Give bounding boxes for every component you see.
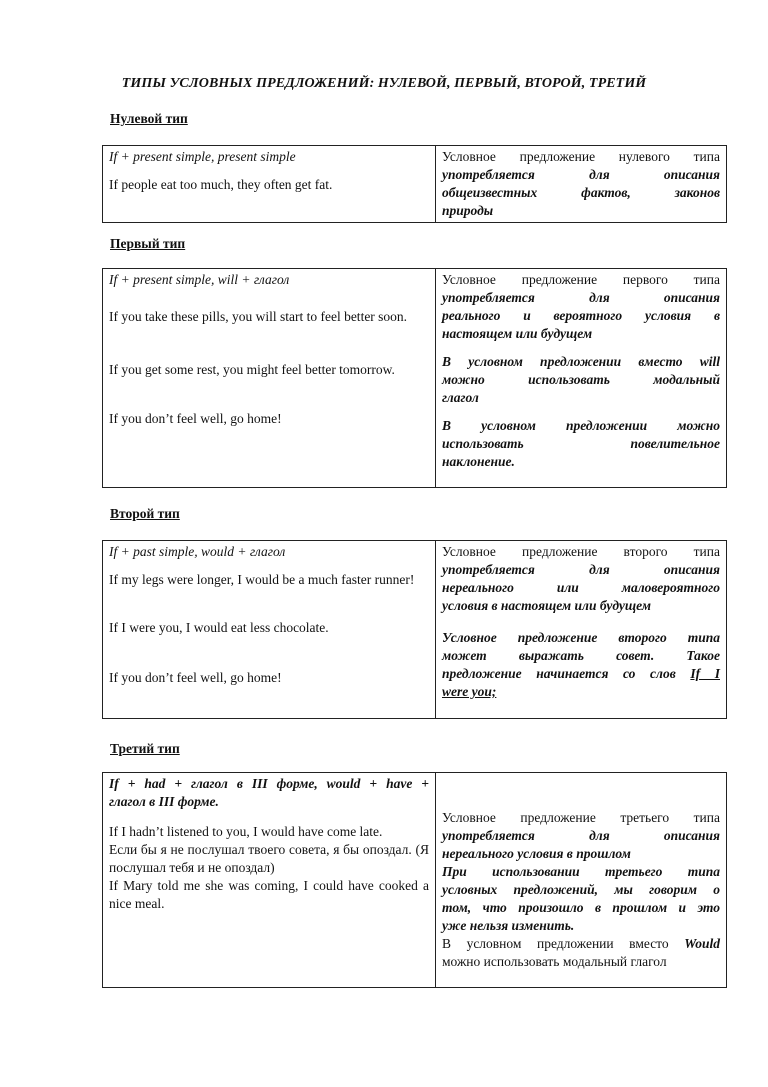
desc-third-line: При использовании третьего типа <box>442 864 720 879</box>
desc-zero-plain: Условное предложение нулевого типа <box>442 149 720 164</box>
example-third-3: If Mary told me she was coming, I could have cooked a nice meal. <box>109 878 429 911</box>
example-second-1: If my legs were longer, I would be a much faster runner! <box>109 572 415 587</box>
desc-zero-line: употребляется для описания <box>442 167 720 182</box>
desc-second-line: употребляется для описания <box>442 562 720 577</box>
formula-first: If + present simple, will + глагол <box>109 272 290 287</box>
formula-zero: If + present simple, present simple <box>109 149 296 164</box>
example-second-3: If you don’t feel well, go home! <box>109 670 282 685</box>
section-heading-third: Третий тип <box>110 741 180 756</box>
example-first-2: If you get some rest, you might feel better tomorrow. <box>109 362 395 377</box>
desc-second-line: Условное предложение второго типа <box>442 630 720 645</box>
section-heading-first: Первый тип <box>110 236 186 251</box>
example-first-3: If you don’t feel well, go home! <box>109 411 282 426</box>
desc-third-plain: Условное предложение третьего типа <box>442 810 720 825</box>
cell-third-left <box>103 773 436 988</box>
formula-third-line: If + had + глагол в III форме, would + have + <box>109 776 429 791</box>
desc-first-line: использовать повелительное <box>442 436 720 451</box>
example-second-2: If I were you, I would eat less chocolate. <box>109 620 329 635</box>
table-third <box>102 772 727 988</box>
desc-third-line: нереального условия в прошлом <box>442 846 631 861</box>
example-third-2: Если бы я не послушал твоего совета, я бы опоздал. (Я послушал тебя и не опоздал) <box>109 842 429 875</box>
table-second <box>102 540 727 719</box>
desc-third-line: употребляется для описания <box>442 828 720 843</box>
example-first-1: If you take these pills, you will start to feel better soon. <box>109 309 408 324</box>
desc-third-line: можно использовать модальный глагол <box>442 954 667 969</box>
desc-third-text: В условном предложении вместо <box>442 936 669 951</box>
desc-first-line: В условном предложении можно <box>442 418 720 433</box>
desc-zero-line: природы <box>442 203 494 218</box>
desc-first-plain: Условное предложение первого типа <box>442 272 720 287</box>
example-third-1: If I hadn’t listened to you, I would have come late. <box>109 824 383 839</box>
cell-zero-right <box>436 146 727 223</box>
desc-first-line: наклонение. <box>442 454 515 469</box>
formula-second: If + past simple, would + глагол <box>109 544 286 559</box>
desc-second-line: может выражать совет. Такое <box>442 648 720 663</box>
desc-second-line <box>442 665 720 683</box>
example-zero: If people eat too much, they often get fat. <box>109 177 333 192</box>
page-title: ТИПЫ УСЛОВНЫХ ПРЕДЛОЖЕНИЙ: НУЛЕВОЙ, ПЕРВЫЙ, ВТОРОЙ, ТРЕТИЙ <box>121 76 647 91</box>
desc-second-line: нереального или маловероятного <box>442 580 720 595</box>
section-heading-second: Второй тип <box>110 506 180 521</box>
desc-first-line: настоящем или будущем <box>442 326 593 341</box>
formula-third-line: глагол в III форме. <box>109 794 219 809</box>
cell-zero-left <box>103 146 436 223</box>
cell-first-left <box>103 269 436 488</box>
desc-second-line: условия в настоящем или будущем <box>442 598 652 613</box>
desc-third-emph: Would <box>684 936 720 951</box>
desc-third-line: уже нельзя изменить. <box>442 918 575 933</box>
desc-second-line: were you; <box>442 684 497 699</box>
desc-third-line: том, что произошло в прошлом и это <box>442 900 720 915</box>
cell-second-left <box>103 541 436 719</box>
desc-second-plain: Условное предложение второго типа <box>442 544 720 559</box>
table-zero <box>102 145 727 223</box>
desc-third-line: условных предложений, мы говорим о <box>442 882 720 897</box>
cell-first-right <box>436 269 727 488</box>
desc-first-line: В условном предложении вместо will <box>442 354 720 369</box>
desc-first-line: употребляется для описания <box>442 290 720 305</box>
cell-second-right <box>436 541 727 719</box>
desc-first-line: реального и вероятного условия в <box>442 308 720 323</box>
desc-third-line <box>442 935 720 953</box>
cell-third-right <box>436 773 727 988</box>
table-first <box>102 268 727 488</box>
desc-second-text: предложение начинается со слов <box>442 666 676 681</box>
desc-first-line: можно использовать модальный <box>442 372 720 387</box>
desc-zero-line: общеизвестных фактов, законов <box>442 185 720 200</box>
desc-second-underlined: If I <box>690 666 720 681</box>
section-heading-zero: Нулевой тип <box>110 111 188 126</box>
desc-first-line: глагол <box>442 390 479 405</box>
